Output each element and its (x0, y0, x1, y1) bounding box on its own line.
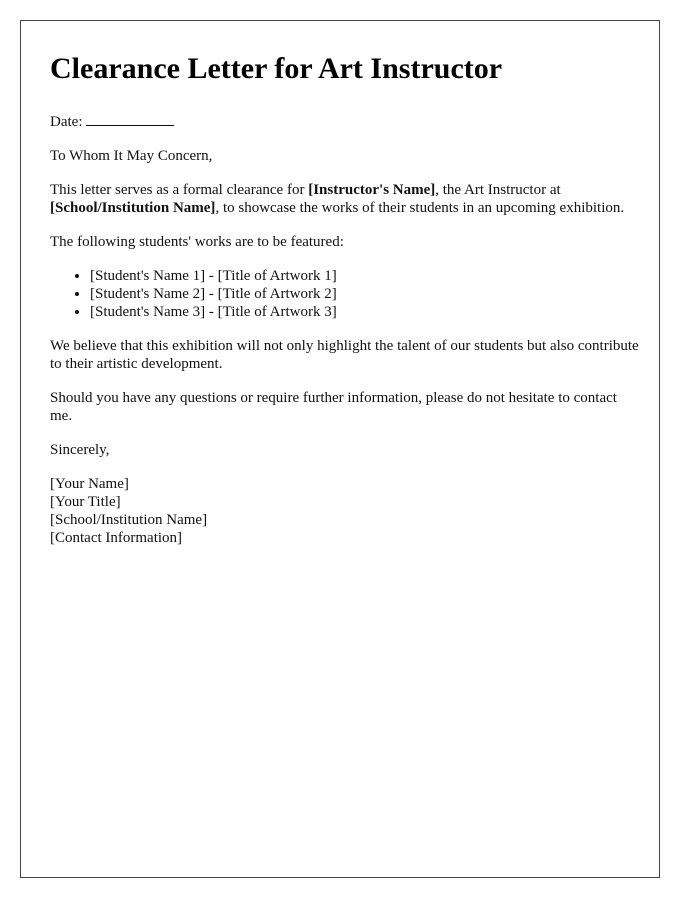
signature-block (50, 475, 640, 547)
list-item: • [Student's Name 2] - [Title of Artwork 2] (90, 285, 640, 303)
list-item: • [Student's Name 3] - [Title of Artwork 3] (90, 303, 640, 321)
date-line (50, 111, 640, 131)
body1-part3: , to showcase the works of their students in an upcoming exhibition. (215, 200, 625, 216)
student-list (50, 267, 640, 321)
body-paragraph-2: We believe that this exhibition will not only highlight the talent of our students but also contribute to their artistic development. (50, 338, 639, 372)
date-blank (86, 111, 174, 126)
featured-intro: The following students' works are to be featured: (50, 234, 344, 250)
letter-title: Clearance Letter for Art Instructor (50, 52, 503, 85)
closing: Sincerely, (50, 442, 110, 458)
signature-school: [School/Institution Name] (50, 512, 208, 528)
body-paragraph-3: Should you have any questions or require further information, please do not hesitate to contact me. (50, 390, 617, 424)
signature-title: [Your Title] (50, 494, 121, 510)
school-name-placeholder: [School/Institution Name] (50, 200, 216, 216)
instructor-name-placeholder: [Instructor's Name] (308, 182, 436, 198)
body-paragraph-1 (50, 181, 640, 217)
letter-content (50, 49, 640, 563)
signature-contact: [Contact Information] (50, 530, 183, 546)
list-item: • [Student's Name 1] - [Title of Artwork 1] (90, 267, 640, 285)
salutation: To Whom It May Concern, (50, 148, 213, 164)
letter-page (20, 20, 660, 878)
signature-name: [Your Name] (50, 476, 129, 492)
body1-part2: , the Art Instructor at (435, 182, 561, 198)
date-label: Date: (50, 114, 83, 130)
body1-part1: This letter serves as a formal clearance for (50, 182, 309, 198)
